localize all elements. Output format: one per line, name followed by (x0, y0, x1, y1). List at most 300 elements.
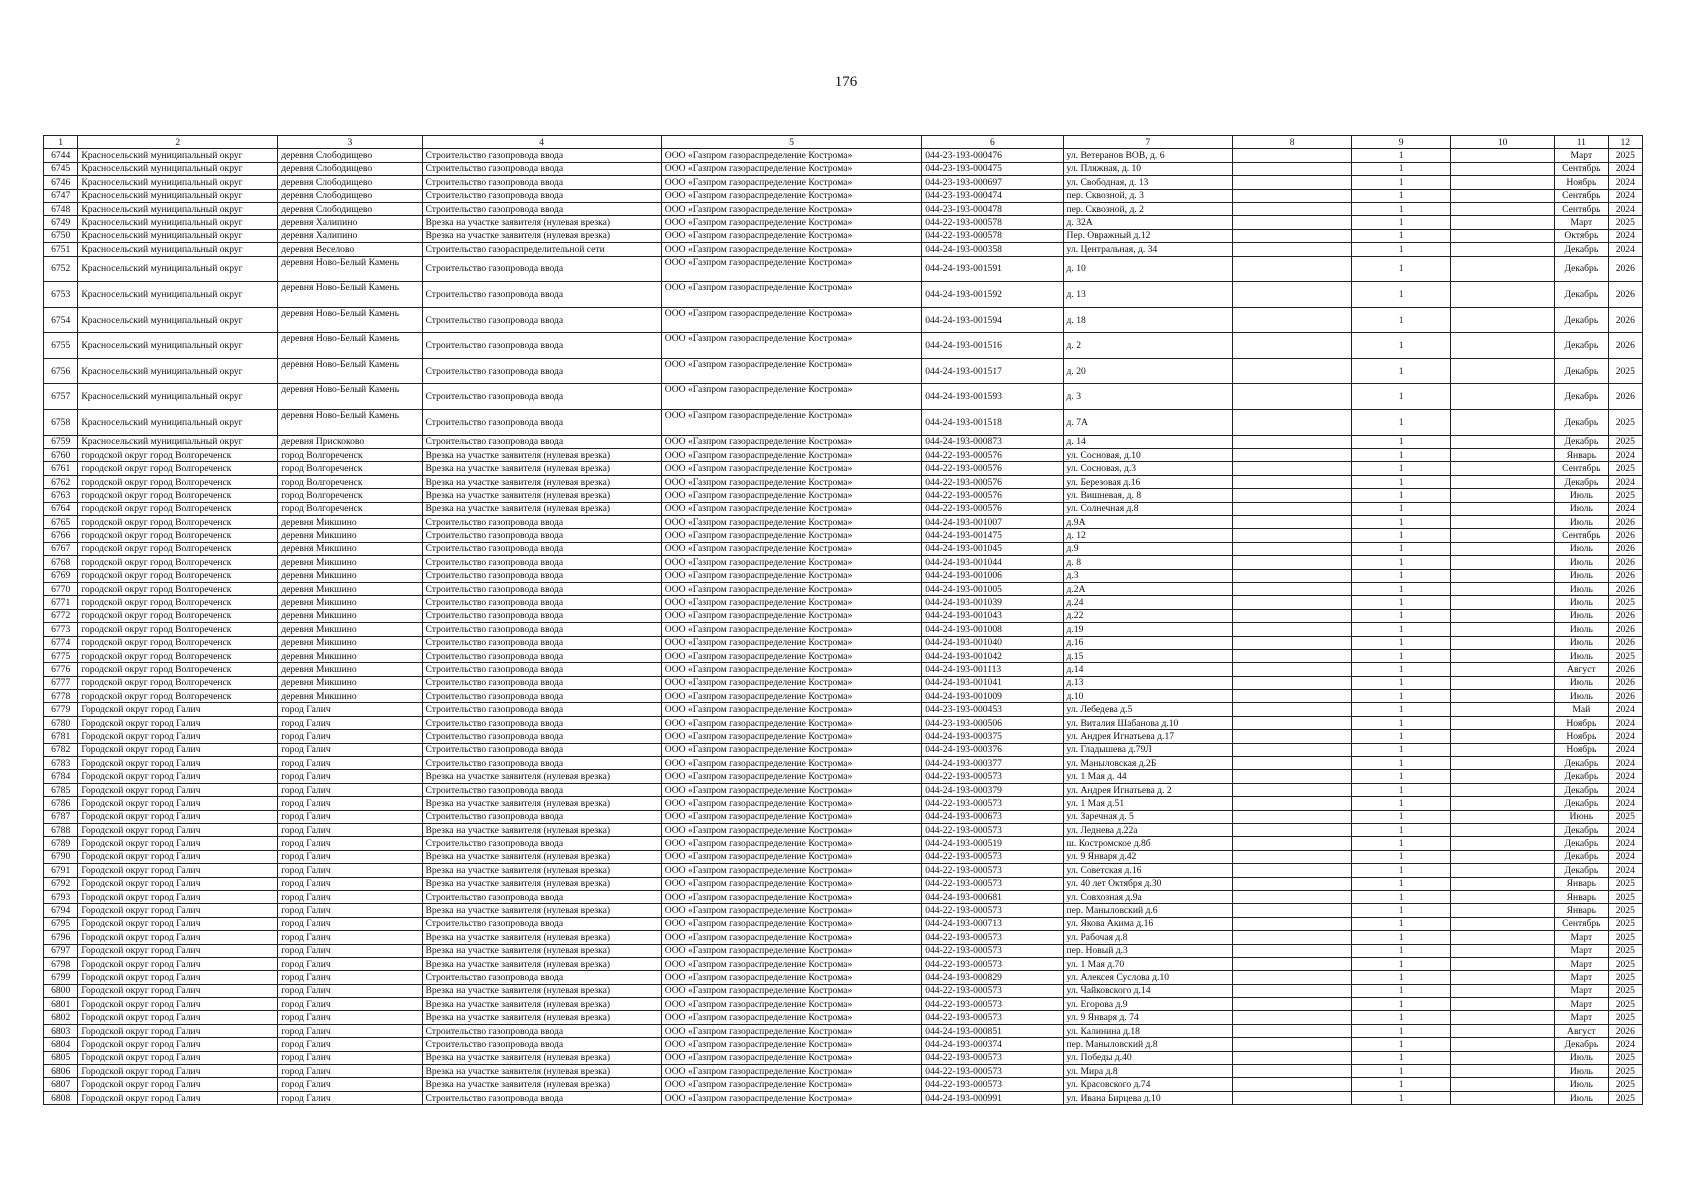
month-cell: Декабрь (1555, 850, 1609, 863)
table-row (44, 890, 1643, 903)
organization-cell: ООО «Газпром газораспределение Кострома» (661, 864, 921, 877)
quantity-cell: 1 (1352, 1051, 1451, 1064)
settlement-cell: деревня Халипино (278, 216, 422, 229)
organization-cell: ООО «Газпром газораспределение Кострома» (661, 957, 921, 970)
empty-cell (1233, 596, 1352, 609)
quantity-cell: 1 (1352, 690, 1451, 703)
application-number-cell: 044-23-193-000478 (922, 202, 1063, 215)
month-cell: Август (1555, 663, 1609, 676)
year-cell: 2026 (1608, 663, 1642, 676)
row-number-cell: 6781 (44, 730, 78, 743)
address-cell: Пер. Овражный д.12 (1063, 229, 1233, 242)
month-cell: Июль (1555, 636, 1609, 649)
table-row (44, 783, 1643, 796)
table-row (44, 904, 1643, 917)
district-cell: городской округ город Волгореченск (78, 623, 278, 636)
table-row (44, 502, 1643, 515)
month-cell: Сентябрь (1555, 202, 1609, 215)
column-header: 5 (661, 136, 921, 149)
empty-cell (1233, 864, 1352, 877)
row-number-cell: 6778 (44, 690, 78, 703)
table-row (44, 435, 1643, 448)
settlement-cell: деревня Прискоково (278, 435, 422, 448)
address-cell: д. 20 (1063, 358, 1233, 384)
address-cell: ул. 9 Января д. 74 (1063, 1011, 1233, 1024)
settlement-cell: город Галич (278, 931, 422, 944)
month-cell: Март (1555, 971, 1609, 984)
application-number-cell: 044-22-193-000576 (922, 462, 1063, 475)
address-cell: д. 7А (1063, 410, 1233, 436)
work-type-cell: Строительство газопровода ввода (422, 333, 661, 359)
empty-cell (1233, 770, 1352, 783)
empty-cell (1451, 716, 1555, 729)
table-row (44, 189, 1643, 202)
organization-cell: ООО «Газпром газораспределение Кострома» (661, 358, 921, 384)
row-number-cell: 6762 (44, 475, 78, 488)
settlement-cell: деревня Слободищево (278, 176, 422, 189)
month-cell: Июль (1555, 649, 1609, 662)
table-row (44, 730, 1643, 743)
application-number-cell: 044-24-193-001113 (922, 663, 1063, 676)
organization-cell: ООО «Газпром газораспределение Кострома» (661, 282, 921, 308)
year-cell: 2026 (1608, 333, 1642, 359)
empty-cell (1451, 1038, 1555, 1051)
organization-cell: ООО «Газпром газораспределение Кострома» (661, 944, 921, 957)
empty-cell (1451, 636, 1555, 649)
work-type-cell: Строительство газопровода ввода (422, 556, 661, 569)
district-cell: городской округ город Волгореченск (78, 569, 278, 582)
address-cell: ул. Центральная, д. 34 (1063, 243, 1233, 256)
application-number-cell: 044-24-193-001517 (922, 358, 1063, 384)
year-cell: 2026 (1608, 282, 1642, 308)
empty-cell (1451, 569, 1555, 582)
settlement-cell: город Галич (278, 730, 422, 743)
work-type-cell: Строительство газопровода ввода (422, 1024, 661, 1037)
settlement-cell: деревня Слободищево (278, 189, 422, 202)
table-row (44, 556, 1643, 569)
month-cell: Март (1555, 944, 1609, 957)
settlement-cell: город Галич (278, 1051, 422, 1064)
organization-cell: ООО «Газпром газораспределение Кострома» (661, 307, 921, 333)
year-cell: 2025 (1608, 1078, 1642, 1091)
quantity-cell: 1 (1352, 957, 1451, 970)
empty-cell (1451, 623, 1555, 636)
address-cell: ул. Гладышева д.79Л (1063, 743, 1233, 756)
year-cell: 2026 (1608, 623, 1642, 636)
organization-cell: ООО «Газпром газораспределение Кострома» (661, 384, 921, 410)
row-number-cell: 6768 (44, 556, 78, 569)
table-row (44, 462, 1643, 475)
work-type-cell: Врезка на участке заявителя (нулевая врезка) (422, 797, 661, 810)
table-row (44, 449, 1643, 462)
table-row (44, 149, 1643, 162)
district-cell: Городской округ город Галич (78, 917, 278, 930)
settlement-cell: город Галич (278, 810, 422, 823)
address-cell: ул. 40 лет Октября д.30 (1063, 877, 1233, 890)
settlement-cell: город Волгореченск (278, 502, 422, 515)
empty-cell (1451, 850, 1555, 863)
application-number-cell: 044-24-193-000358 (922, 243, 1063, 256)
application-number-cell: 044-24-193-001042 (922, 649, 1063, 662)
empty-cell (1233, 663, 1352, 676)
empty-cell (1451, 333, 1555, 359)
empty-cell (1233, 449, 1352, 462)
empty-cell (1233, 282, 1352, 308)
work-type-cell: Строительство газопровода ввода (422, 529, 661, 542)
empty-cell (1451, 810, 1555, 823)
settlement-cell: город Галич (278, 757, 422, 770)
organization-cell: ООО «Газпром газораспределение Кострома» (661, 475, 921, 488)
table-row (44, 410, 1643, 436)
address-cell: пер. Новый д.3 (1063, 944, 1233, 957)
empty-cell (1451, 162, 1555, 175)
address-cell: ул. Андрея Игнатьева д.17 (1063, 730, 1233, 743)
application-number-cell: 044-24-193-001043 (922, 609, 1063, 622)
table-row (44, 529, 1643, 542)
organization-cell: ООО «Газпром газораспределение Кострома» (661, 569, 921, 582)
district-cell: Красносельский муниципальный округ (78, 216, 278, 229)
quantity-cell: 1 (1352, 1038, 1451, 1051)
month-cell: Июль (1555, 596, 1609, 609)
district-cell: городской округ город Волгореченск (78, 462, 278, 475)
application-number-cell: 044-24-193-000829 (922, 971, 1063, 984)
empty-cell (1233, 716, 1352, 729)
year-cell: 2025 (1608, 410, 1642, 436)
row-number-cell: 6744 (44, 149, 78, 162)
application-number-cell: 044-23-193-000476 (922, 149, 1063, 162)
year-cell: 2025 (1608, 998, 1642, 1011)
empty-cell (1233, 256, 1352, 282)
empty-cell (1233, 1065, 1352, 1078)
work-type-cell: Строительство газопровода ввода (422, 189, 661, 202)
application-number-cell: 044-22-193-000578 (922, 216, 1063, 229)
table-row (44, 998, 1643, 1011)
application-number-cell: 044-22-193-000573 (922, 931, 1063, 944)
quantity-cell: 1 (1352, 609, 1451, 622)
table-row (44, 282, 1643, 308)
address-cell: ул. Сосновая, д.10 (1063, 449, 1233, 462)
month-cell: Июль (1555, 676, 1609, 689)
month-cell: Декабрь (1555, 307, 1609, 333)
year-cell: 2024 (1608, 229, 1642, 242)
table-row (44, 569, 1643, 582)
row-number-cell: 6766 (44, 529, 78, 542)
year-cell: 2024 (1608, 783, 1642, 796)
table-row (44, 770, 1643, 783)
row-number-cell: 6798 (44, 957, 78, 970)
empty-cell (1451, 475, 1555, 488)
table-row (44, 690, 1643, 703)
empty-cell (1233, 307, 1352, 333)
row-number-cell: 6749 (44, 216, 78, 229)
work-type-cell: Строительство газопровода ввода (422, 757, 661, 770)
empty-cell (1233, 703, 1352, 716)
empty-cell (1451, 890, 1555, 903)
month-cell: Декабрь (1555, 783, 1609, 796)
row-number-cell: 6803 (44, 1024, 78, 1037)
quantity-cell: 1 (1352, 449, 1451, 462)
work-type-cell: Строительство газопровода ввода (422, 596, 661, 609)
work-type-cell: Строительство газопровода ввода (422, 917, 661, 930)
table-row (44, 1024, 1643, 1037)
district-cell: городской округ город Волгореченск (78, 582, 278, 595)
quantity-cell: 1 (1352, 716, 1451, 729)
application-number-cell: 044-22-193-000573 (922, 877, 1063, 890)
application-number-cell: 044-24-193-001593 (922, 384, 1063, 410)
month-cell: Июль (1555, 542, 1609, 555)
district-cell: городской округ город Волгореченск (78, 649, 278, 662)
address-cell: ул. Сосновая, д.3 (1063, 462, 1233, 475)
row-number-cell: 6799 (44, 971, 78, 984)
quantity-cell: 1 (1352, 1065, 1451, 1078)
settlement-cell: деревня Микшино (278, 663, 422, 676)
application-number-cell: 044-22-193-000578 (922, 229, 1063, 242)
month-cell: Сентябрь (1555, 917, 1609, 930)
work-type-cell: Строительство газопровода ввода (422, 703, 661, 716)
empty-cell (1233, 944, 1352, 957)
settlement-cell: город Галич (278, 716, 422, 729)
month-cell: Декабрь (1555, 333, 1609, 359)
address-cell: ул. Советская д.16 (1063, 864, 1233, 877)
quantity-cell: 1 (1352, 542, 1451, 555)
empty-cell (1451, 676, 1555, 689)
district-cell: Городской округ город Галич (78, 703, 278, 716)
organization-cell: ООО «Газпром газораспределение Кострома» (661, 743, 921, 756)
month-cell: Июль (1555, 609, 1609, 622)
district-cell: городской округ город Волгореченск (78, 690, 278, 703)
column-header: 8 (1233, 136, 1352, 149)
organization-cell: ООО «Газпром газораспределение Кострома» (661, 636, 921, 649)
table-row (44, 837, 1643, 850)
empty-cell (1233, 730, 1352, 743)
address-cell: ул. Виталия Шабанова д.10 (1063, 716, 1233, 729)
table-row (44, 216, 1643, 229)
year-cell: 2024 (1608, 770, 1642, 783)
empty-cell (1233, 502, 1352, 515)
address-cell: д.19 (1063, 623, 1233, 636)
settlement-cell: город Галич (278, 971, 422, 984)
month-cell: Май (1555, 703, 1609, 716)
settlement-cell: город Галич (278, 984, 422, 997)
application-number-cell: 044-24-193-001008 (922, 623, 1063, 636)
empty-cell (1233, 229, 1352, 242)
empty-cell (1233, 810, 1352, 823)
month-cell: Декабрь (1555, 757, 1609, 770)
application-number-cell: 044-22-193-000573 (922, 797, 1063, 810)
empty-cell (1451, 743, 1555, 756)
empty-cell (1233, 243, 1352, 256)
address-cell: д.14 (1063, 663, 1233, 676)
empty-cell (1451, 358, 1555, 384)
settlement-cell: город Галич (278, 797, 422, 810)
row-number-cell: 6776 (44, 663, 78, 676)
year-cell: 2025 (1608, 877, 1642, 890)
quantity-cell: 1 (1352, 333, 1451, 359)
application-number-cell: 044-23-193-000697 (922, 176, 1063, 189)
settlement-cell: деревня Микшино (278, 676, 422, 689)
month-cell: Июнь (1555, 810, 1609, 823)
address-cell: ул. Красовского д.74 (1063, 1078, 1233, 1091)
work-type-cell: Строительство газопровода ввода (422, 890, 661, 903)
address-cell: д. 3 (1063, 384, 1233, 410)
row-number-cell: 6783 (44, 757, 78, 770)
table-row (44, 1038, 1643, 1051)
quantity-cell: 1 (1352, 1078, 1451, 1091)
month-cell: Июль (1555, 502, 1609, 515)
row-number-cell: 6806 (44, 1065, 78, 1078)
empty-cell (1451, 596, 1555, 609)
table-row (44, 609, 1643, 622)
row-number-cell: 6794 (44, 904, 78, 917)
quantity-cell: 1 (1352, 229, 1451, 242)
row-number-cell: 6775 (44, 649, 78, 662)
application-number-cell: 044-22-193-000573 (922, 824, 1063, 837)
district-cell: Городской округ город Галич (78, 1065, 278, 1078)
table-row (44, 864, 1643, 877)
row-number-cell: 6786 (44, 797, 78, 810)
settlement-cell: город Волгореченск (278, 475, 422, 488)
work-type-cell: Строительство газопровода ввода (422, 410, 661, 436)
district-cell: Городской округ город Галич (78, 957, 278, 970)
year-cell: 2025 (1608, 1091, 1642, 1104)
row-number-cell: 6788 (44, 824, 78, 837)
application-number-cell: 044-24-193-000873 (922, 435, 1063, 448)
work-type-cell: Строительство газопровода ввода (422, 176, 661, 189)
row-number-cell: 6790 (44, 850, 78, 863)
quantity-cell: 1 (1352, 944, 1451, 957)
table-row (44, 384, 1643, 410)
district-cell: городской округ город Волгореченск (78, 663, 278, 676)
empty-cell (1451, 837, 1555, 850)
row-number-cell: 6793 (44, 890, 78, 903)
year-cell: 2025 (1608, 358, 1642, 384)
work-type-cell: Строительство газораспределительной сети (422, 243, 661, 256)
address-cell: ул. Чайковского д.14 (1063, 984, 1233, 997)
quantity-cell: 1 (1352, 890, 1451, 903)
empty-cell (1233, 1091, 1352, 1104)
row-number-cell: 6751 (44, 243, 78, 256)
table-row (44, 676, 1643, 689)
application-number-cell: 044-24-193-001592 (922, 282, 1063, 308)
row-number-cell: 6754 (44, 307, 78, 333)
month-cell: Декабрь (1555, 837, 1609, 850)
organization-cell: ООО «Газпром газораспределение Кострома» (661, 449, 921, 462)
empty-cell (1233, 609, 1352, 622)
month-cell: Декабрь (1555, 384, 1609, 410)
empty-cell (1233, 957, 1352, 970)
settlement-cell: деревня Микшино (278, 582, 422, 595)
address-cell: ул. Якова Акима д.16 (1063, 917, 1233, 930)
column-number-header-row (44, 136, 1643, 149)
address-cell: ул. Калинина д.18 (1063, 1024, 1233, 1037)
table-row (44, 333, 1643, 359)
row-number-cell: 6767 (44, 542, 78, 555)
year-cell: 2024 (1608, 757, 1642, 770)
empty-cell (1233, 917, 1352, 930)
year-cell: 2026 (1608, 690, 1642, 703)
empty-cell (1233, 877, 1352, 890)
application-number-cell: 044-24-193-001594 (922, 307, 1063, 333)
year-cell: 2025 (1608, 890, 1642, 903)
quantity-cell: 1 (1352, 162, 1451, 175)
work-type-cell: Врезка на участке заявителя (нулевая врезка) (422, 944, 661, 957)
empty-cell (1451, 609, 1555, 622)
settlement-cell: город Галич (278, 824, 422, 837)
row-number-cell: 6760 (44, 449, 78, 462)
row-number-cell: 6796 (44, 931, 78, 944)
table-row (44, 850, 1643, 863)
settlement-cell: город Галич (278, 890, 422, 903)
quantity-cell: 1 (1352, 730, 1451, 743)
month-cell: Январь (1555, 904, 1609, 917)
work-type-cell: Врезка на участке заявителя (нулевая врезка) (422, 931, 661, 944)
table-row (44, 716, 1643, 729)
work-type-cell: Врезка на участке заявителя (нулевая врезка) (422, 1011, 661, 1024)
quantity-cell: 1 (1352, 783, 1451, 796)
row-number-cell: 6761 (44, 462, 78, 475)
year-cell: 2026 (1608, 582, 1642, 595)
table-row (44, 489, 1643, 502)
year-cell: 2026 (1608, 556, 1642, 569)
settlement-cell: деревня Микшино (278, 609, 422, 622)
application-number-cell: 044-22-193-000573 (922, 770, 1063, 783)
quantity-cell: 1 (1352, 596, 1451, 609)
empty-cell (1233, 358, 1352, 384)
empty-cell (1233, 189, 1352, 202)
settlement-cell: деревня Ново-Белый Камень (278, 282, 422, 308)
district-cell: Городской округ город Галич (78, 824, 278, 837)
settlement-cell: город Галич (278, 864, 422, 877)
settlement-cell: деревня Ново-Белый Камень (278, 307, 422, 333)
district-cell: Городской округ город Галич (78, 904, 278, 917)
row-number-cell: 6770 (44, 582, 78, 595)
empty-cell (1233, 623, 1352, 636)
settlement-cell: деревня Слободищево (278, 202, 422, 215)
district-cell: Городской округ город Галич (78, 971, 278, 984)
address-cell: ул. 1 Мая д.51 (1063, 797, 1233, 810)
work-type-cell: Строительство газопровода ввода (422, 1038, 661, 1051)
work-type-cell: Строительство газопровода ввода (422, 783, 661, 796)
year-cell: 2026 (1608, 609, 1642, 622)
row-number-cell: 6807 (44, 1078, 78, 1091)
address-cell: д.2А (1063, 582, 1233, 595)
application-number-cell: 044-24-193-001005 (922, 582, 1063, 595)
month-cell: Ноябрь (1555, 730, 1609, 743)
year-cell: 2025 (1608, 984, 1642, 997)
table-row (44, 797, 1643, 810)
quantity-cell: 1 (1352, 623, 1451, 636)
year-cell: 2024 (1608, 162, 1642, 175)
row-number-cell: 6779 (44, 703, 78, 716)
quantity-cell: 1 (1352, 256, 1451, 282)
settlement-cell: город Галич (278, 743, 422, 756)
address-cell: ш. Костромское д.8б (1063, 837, 1233, 850)
table-row (44, 931, 1643, 944)
empty-cell (1233, 569, 1352, 582)
quantity-cell: 1 (1352, 582, 1451, 595)
settlement-cell: деревня Ново-Белый Камень (278, 384, 422, 410)
empty-cell (1233, 904, 1352, 917)
quantity-cell: 1 (1352, 384, 1451, 410)
empty-cell (1233, 890, 1352, 903)
work-type-cell: Строительство газопровода ввода (422, 202, 661, 215)
address-cell: ул. Леднева д.22а (1063, 824, 1233, 837)
application-number-cell: 044-24-193-000673 (922, 810, 1063, 823)
empty-cell (1233, 529, 1352, 542)
settlement-cell: город Волгореченск (278, 449, 422, 462)
empty-cell (1451, 202, 1555, 215)
empty-cell (1233, 582, 1352, 595)
